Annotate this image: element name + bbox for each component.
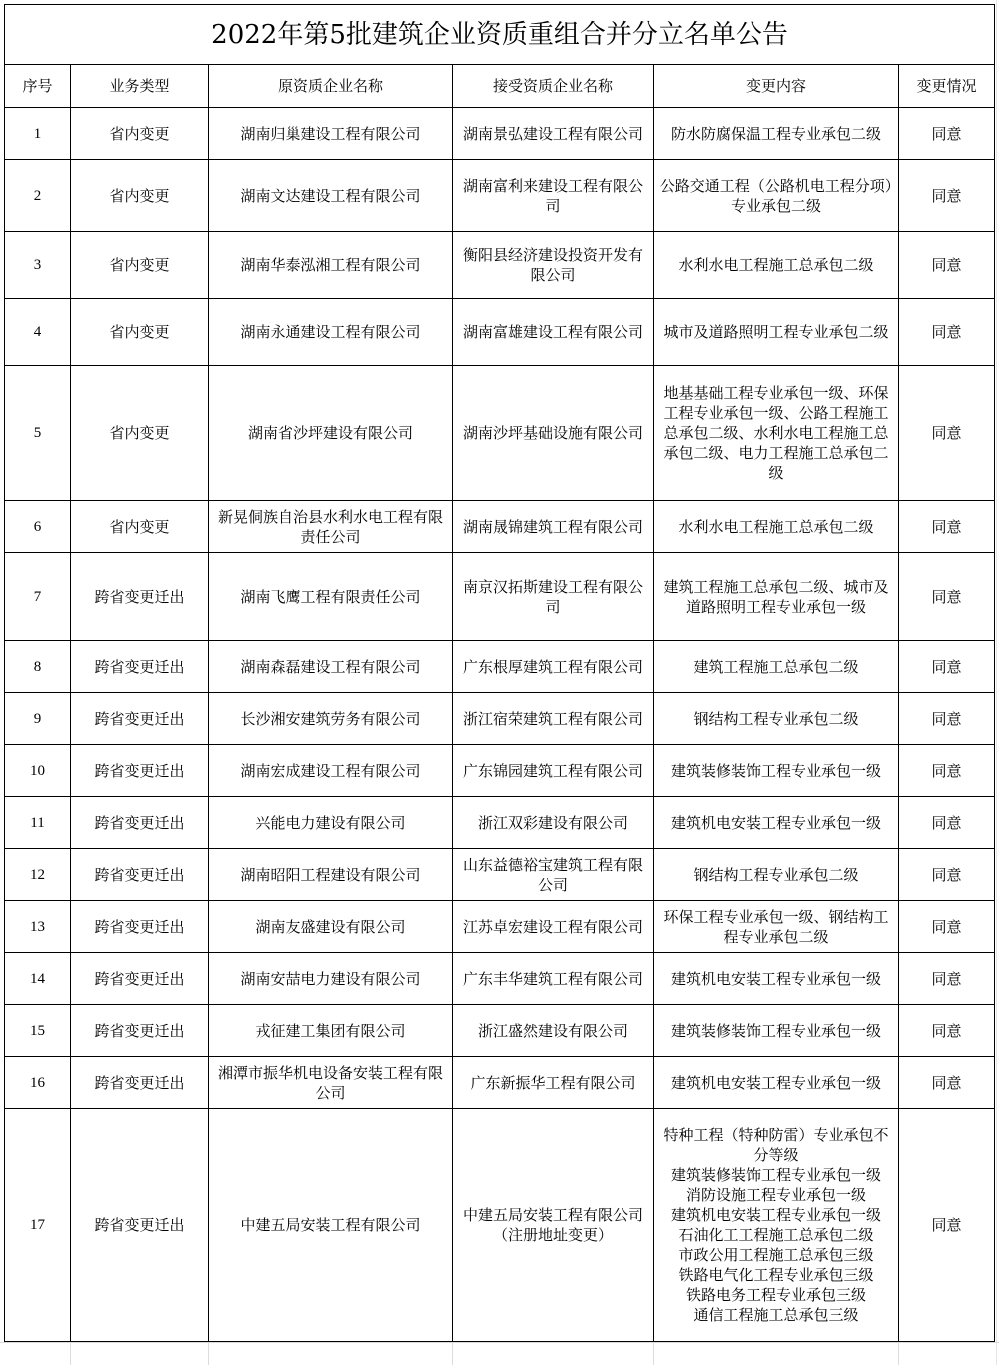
content-line: 铁路电气化工程专业承包三级 bbox=[678, 1266, 874, 1284]
title-row bbox=[5, 5, 995, 65]
cell-business-type: 跨省变更迁出 bbox=[71, 849, 209, 901]
table-row bbox=[5, 1109, 995, 1342]
cell-seq: 5 bbox=[5, 366, 71, 501]
table-row bbox=[5, 232, 995, 299]
table-row bbox=[5, 901, 995, 953]
spreadsheet-gridline bbox=[70, 1343, 71, 1365]
cell-original-company: 中建五局安装工程有限公司 bbox=[209, 1109, 453, 1342]
cell-change-content: 地基基础工程专业承包一级、环保工程专业承包一级、公路工程施工总承包二级、水利水电工程施工总承包二级、电力工程施工总承包二级 bbox=[654, 366, 899, 501]
cell-change-content: 钢结构工程专业承包二级 bbox=[654, 693, 899, 745]
cell-business-type: 跨省变更迁出 bbox=[71, 953, 209, 1005]
cell-business-type: 省内变更 bbox=[71, 299, 209, 366]
cell-seq: 17 bbox=[5, 1109, 71, 1342]
cell-receiving-company: 湖南沙坪基础设施有限公司 bbox=[453, 366, 654, 501]
cell-original-company: 湖南安喆电力建设有限公司 bbox=[209, 953, 453, 1005]
header-change-status: 变更情况 bbox=[899, 65, 995, 108]
cell-change-content: 城市及道路照明工程专业承包二级 bbox=[654, 299, 899, 366]
cell-receiving-company: 湖南富利来建设工程有限公司 bbox=[453, 160, 654, 232]
table-row bbox=[5, 797, 995, 849]
cell-seq: 1 bbox=[5, 108, 71, 160]
table-row bbox=[5, 953, 995, 1005]
cell-business-type: 省内变更 bbox=[71, 108, 209, 160]
cell-change-status: 同意 bbox=[899, 901, 995, 953]
cell-change-content bbox=[654, 1109, 899, 1342]
content-line: 铁路电务工程专业承包三级 bbox=[685, 1286, 866, 1304]
content-line: 建筑机电安装工程专业承包一级 bbox=[670, 1206, 881, 1224]
cell-business-type: 跨省变更迁出 bbox=[71, 641, 209, 693]
content-line: 特种工程（特种防雷）专业承包不分等级 bbox=[663, 1126, 889, 1164]
table-row bbox=[5, 160, 995, 232]
cell-receiving-company: 南京汉拓斯建设工程有限公司 bbox=[453, 553, 654, 641]
table-row bbox=[5, 1057, 995, 1109]
cell-business-type: 跨省变更迁出 bbox=[71, 745, 209, 797]
cell-receiving-company: 衡阳县经济建设投资开发有限公司 bbox=[453, 232, 654, 299]
table-row bbox=[5, 641, 995, 693]
cell-change-content: 防水防腐保温工程专业承包二级 bbox=[654, 108, 899, 160]
cell-original-company: 湖南昭阳工程建设有限公司 bbox=[209, 849, 453, 901]
spreadsheet-gridline bbox=[208, 1343, 209, 1365]
table-row bbox=[5, 1005, 995, 1057]
cell-receiving-company: 湖南富雄建设工程有限公司 bbox=[453, 299, 654, 366]
cell-change-status: 同意 bbox=[899, 108, 995, 160]
cell-change-content: 环保工程专业承包一级、钢结构工程专业承包二级 bbox=[654, 901, 899, 953]
cell-receiving-company: 浙江盛然建设有限公司 bbox=[453, 1005, 654, 1057]
cell-change-content: 水利水电工程施工总承包二级 bbox=[654, 501, 899, 553]
cell-change-status: 同意 bbox=[899, 641, 995, 693]
cell-seq: 6 bbox=[5, 501, 71, 553]
cell-receiving-company: 广东锦园建筑工程有限公司 bbox=[453, 745, 654, 797]
spreadsheet-gridline bbox=[653, 1343, 654, 1365]
cell-seq: 4 bbox=[5, 299, 71, 366]
cell-business-type: 跨省变更迁出 bbox=[71, 901, 209, 953]
header-business-type: 业务类型 bbox=[71, 65, 209, 108]
cell-receiving-company: 湖南景弘建设工程有限公司 bbox=[453, 108, 654, 160]
cell-change-status: 同意 bbox=[899, 849, 995, 901]
cell-original-company: 湖南飞鹰工程有限责任公司 bbox=[209, 553, 453, 641]
cell-change-content: 建筑机电安装工程专业承包一级 bbox=[654, 953, 899, 1005]
table-row bbox=[5, 501, 995, 553]
header-change-content: 变更内容 bbox=[654, 65, 899, 108]
cell-receiving-company: 广东根厚建筑工程有限公司 bbox=[453, 641, 654, 693]
cell-change-status: 同意 bbox=[899, 299, 995, 366]
cell-seq: 9 bbox=[5, 693, 71, 745]
cell-business-type: 跨省变更迁出 bbox=[71, 1057, 209, 1109]
cell-original-company: 兴能电力建设有限公司 bbox=[209, 797, 453, 849]
cell-original-company: 戎征建工集团有限公司 bbox=[209, 1005, 453, 1057]
cell-business-type: 跨省变更迁出 bbox=[71, 553, 209, 641]
content-line: 通信工程施工总承包三级 bbox=[693, 1306, 859, 1324]
cell-seq: 7 bbox=[5, 553, 71, 641]
cell-change-status: 同意 bbox=[899, 501, 995, 553]
cell-change-content: 建筑工程施工总承包二级、城市及道路照明工程专业承包一级 bbox=[654, 553, 899, 641]
table-row bbox=[5, 693, 995, 745]
cell-seq: 13 bbox=[5, 901, 71, 953]
cell-change-content: 建筑装修装饰工程专业承包一级 bbox=[654, 1005, 899, 1057]
cell-change-status: 同意 bbox=[899, 553, 995, 641]
cell-change-content: 建筑装修装饰工程专业承包一级 bbox=[654, 745, 899, 797]
cell-seq: 16 bbox=[5, 1057, 71, 1109]
cell-receiving-company: 山东益德裕宝建筑工程有限公司 bbox=[453, 849, 654, 901]
table-row bbox=[5, 108, 995, 160]
table-row bbox=[5, 745, 995, 797]
cell-business-type: 跨省变更迁出 bbox=[71, 797, 209, 849]
header-seq: 序号 bbox=[5, 65, 71, 108]
cell-receiving-company: 浙江双彩建设有限公司 bbox=[453, 797, 654, 849]
spreadsheet-gridline bbox=[898, 1343, 899, 1365]
cell-original-company: 湖南华泰泓湘工程有限公司 bbox=[209, 232, 453, 299]
cell-seq: 12 bbox=[5, 849, 71, 901]
cell-business-type: 省内变更 bbox=[71, 501, 209, 553]
cell-change-content: 建筑机电安装工程专业承包一级 bbox=[654, 1057, 899, 1109]
cell-change-content: 水利水电工程施工总承包二级 bbox=[654, 232, 899, 299]
cell-change-status: 同意 bbox=[899, 953, 995, 1005]
content-line: 建筑装修装饰工程专业承包一级 bbox=[670, 1166, 881, 1184]
cell-original-company: 湖南友盛建设有限公司 bbox=[209, 901, 453, 953]
cell-change-status: 同意 bbox=[899, 160, 995, 232]
cell-receiving-company: 江苏卓宏建设工程有限公司 bbox=[453, 901, 654, 953]
cell-change-content: 建筑工程施工总承包二级 bbox=[654, 641, 899, 693]
cell-change-status: 同意 bbox=[899, 1057, 995, 1109]
cell-change-content: 钢结构工程专业承包二级 bbox=[654, 849, 899, 901]
table-row bbox=[5, 849, 995, 901]
cell-original-company: 湖南森磊建设工程有限公司 bbox=[209, 641, 453, 693]
spreadsheet-empty-row bbox=[0, 1342, 999, 1366]
announcement-table bbox=[4, 4, 995, 1342]
header-original-company: 原资质企业名称 bbox=[209, 65, 453, 108]
spreadsheet-gridline bbox=[996, 0, 997, 1365]
header-row bbox=[5, 65, 995, 108]
cell-change-status: 同意 bbox=[899, 797, 995, 849]
cell-change-content: 公路交通工程（公路机电工程分项）专业承包二级 bbox=[654, 160, 899, 232]
cell-change-status: 同意 bbox=[899, 232, 995, 299]
cell-change-status: 同意 bbox=[899, 1109, 995, 1342]
page-title: 2022年第5批建筑企业资质重组合并分立名单公告 bbox=[5, 5, 995, 65]
cell-receiving-company: 浙江宿荣建筑工程有限公司 bbox=[453, 693, 654, 745]
content-line: 石油化工工程施工总承包二级 bbox=[678, 1226, 874, 1244]
cell-business-type: 跨省变更迁出 bbox=[71, 1005, 209, 1057]
cell-original-company: 新晃侗族自治县水利水电工程有限责任公司 bbox=[209, 501, 453, 553]
announcement-sheet bbox=[4, 4, 995, 1342]
cell-business-type: 省内变更 bbox=[71, 160, 209, 232]
cell-change-status: 同意 bbox=[899, 745, 995, 797]
cell-original-company: 湖南文达建设工程有限公司 bbox=[209, 160, 453, 232]
cell-original-company: 湖南永通建设工程有限公司 bbox=[209, 299, 453, 366]
cell-original-company: 湖南归巢建设工程有限公司 bbox=[209, 108, 453, 160]
cell-seq: 11 bbox=[5, 797, 71, 849]
cell-business-type: 省内变更 bbox=[71, 366, 209, 501]
cell-original-company: 湘潭市振华机电设备安装工程有限公司 bbox=[209, 1057, 453, 1109]
header-receiving-company: 接受资质企业名称 bbox=[453, 65, 654, 108]
cell-change-content: 建筑机电安装工程专业承包一级 bbox=[654, 797, 899, 849]
cell-seq: 8 bbox=[5, 641, 71, 693]
cell-change-status: 同意 bbox=[899, 693, 995, 745]
cell-original-company: 湖南宏成建设工程有限公司 bbox=[209, 745, 453, 797]
cell-change-status: 同意 bbox=[899, 366, 995, 501]
cell-seq: 14 bbox=[5, 953, 71, 1005]
spreadsheet-gridline bbox=[452, 1343, 453, 1365]
content-line: 市政公用工程施工总承包三级 bbox=[678, 1246, 874, 1264]
table-row bbox=[5, 553, 995, 641]
cell-original-company: 长沙湘安建筑劳务有限公司 bbox=[209, 693, 453, 745]
cell-change-status: 同意 bbox=[899, 1005, 995, 1057]
cell-seq: 15 bbox=[5, 1005, 71, 1057]
cell-business-type: 跨省变更迁出 bbox=[71, 1109, 209, 1342]
cell-receiving-company: 广东丰华建筑工程有限公司 bbox=[453, 953, 654, 1005]
cell-receiving-company: 湖南晟锦建筑工程有限公司 bbox=[453, 501, 654, 553]
cell-business-type: 跨省变更迁出 bbox=[71, 693, 209, 745]
content-line: 消防设施工程专业承包一级 bbox=[685, 1186, 866, 1204]
table-row bbox=[5, 299, 995, 366]
table-row bbox=[5, 366, 995, 501]
cell-receiving-company: 中建五局安装工程有限公司（注册地址变更） bbox=[453, 1109, 654, 1342]
cell-business-type: 省内变更 bbox=[71, 232, 209, 299]
cell-receiving-company: 广东新振华工程有限公司 bbox=[453, 1057, 654, 1109]
cell-original-company: 湖南省沙坪建设有限公司 bbox=[209, 366, 453, 501]
cell-seq: 2 bbox=[5, 160, 71, 232]
cell-seq: 3 bbox=[5, 232, 71, 299]
cell-seq: 10 bbox=[5, 745, 71, 797]
